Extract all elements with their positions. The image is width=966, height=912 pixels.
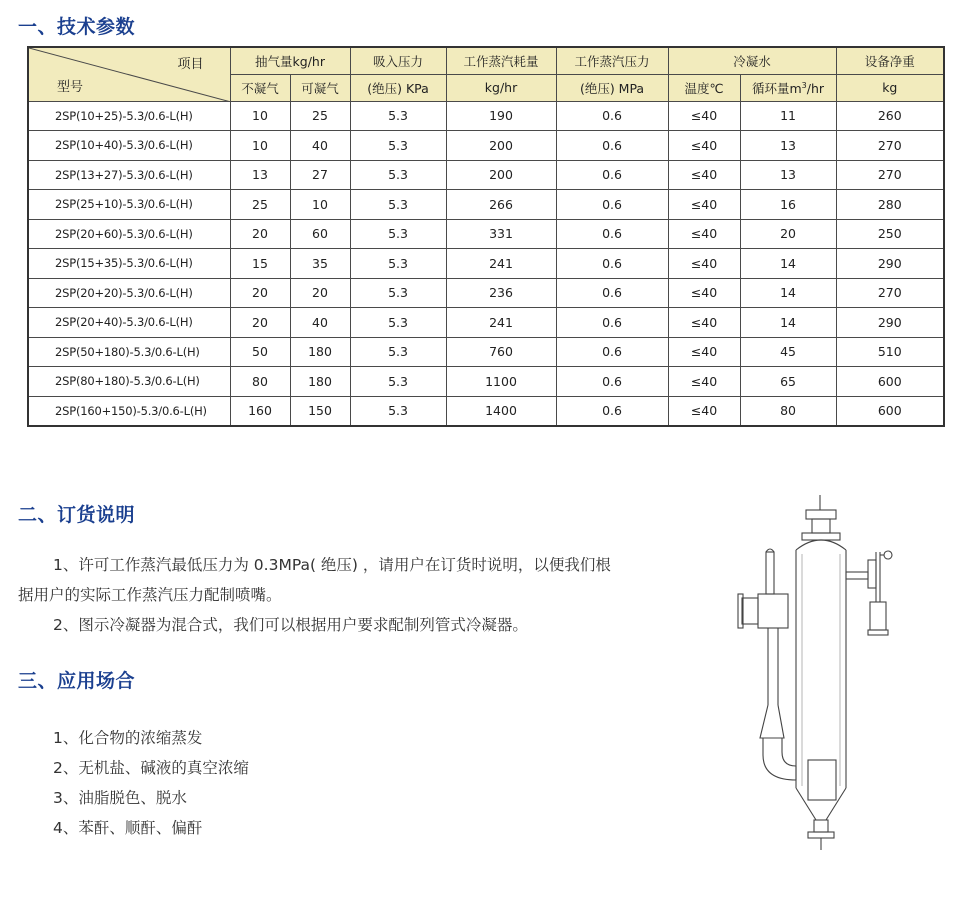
spec-table bbox=[27, 46, 945, 427]
header-cooling-flow-label: 循环量m bbox=[751, 80, 802, 96]
table-row bbox=[28, 131, 944, 161]
right-flange bbox=[868, 560, 876, 588]
header-steam-pressure-unit: (绝压) MPa bbox=[556, 74, 668, 101]
cooling-temp-cell: ≤40 bbox=[668, 249, 740, 279]
steam-pressure-cell: 0.6 bbox=[556, 308, 668, 338]
bottom-cone bbox=[796, 788, 846, 820]
condensable-cell: 25 bbox=[290, 101, 350, 131]
model-cell: 2SP(50+180)-5.3/0.6-L(H) bbox=[28, 337, 230, 367]
suction-pressure-cell: 5.3 bbox=[350, 160, 446, 190]
cooling-flow-cell: 14 bbox=[740, 249, 836, 279]
application-item: 1、化合物的浓缩蒸发 bbox=[53, 729, 203, 747]
ordering-line-1: 1、许可工作蒸汽最低压力为 0.3MPa( 绝压) ，请用户在订货时说明，以便我们根 bbox=[53, 556, 611, 574]
suction-pressure-cell: 5.3 bbox=[350, 367, 446, 397]
noncondensable-cell: 50 bbox=[230, 337, 290, 367]
noncondensable-cell: 10 bbox=[230, 101, 290, 131]
model-cell: 2SP(10+25)-5.3/0.6-L(H) bbox=[28, 101, 230, 131]
condensable-cell: 60 bbox=[290, 219, 350, 249]
steam-use-cell: 200 bbox=[446, 160, 556, 190]
section-title-ordering: 二、订货说明 bbox=[18, 504, 136, 526]
steam-pressure-cell: 0.6 bbox=[556, 160, 668, 190]
cooling-temp-cell: ≤40 bbox=[668, 219, 740, 249]
steam-pressure-cell: 0.6 bbox=[556, 101, 668, 131]
bottom-flange bbox=[808, 832, 834, 838]
suction-pressure-cell: 5.3 bbox=[350, 101, 446, 131]
noncondensable-cell: 15 bbox=[230, 249, 290, 279]
ordering-line-2: 据用户的实际工作蒸汽压力配制喷嘴。 bbox=[18, 586, 282, 604]
steam-use-cell: 1100 bbox=[446, 367, 556, 397]
cooling-temp-cell: ≤40 bbox=[668, 131, 740, 161]
header-condensable: 可凝气 bbox=[290, 74, 350, 101]
cooling-temp-cell: ≤40 bbox=[668, 160, 740, 190]
noncondensable-cell: 20 bbox=[230, 219, 290, 249]
model-cell: 2SP(15+35)-5.3/0.6-L(H) bbox=[28, 249, 230, 279]
top-neck bbox=[812, 519, 830, 533]
steam-pressure-cell: 0.6 bbox=[556, 249, 668, 279]
header-steam-use: 工作蒸汽耗量 bbox=[446, 47, 556, 74]
left-upper-pipe bbox=[766, 552, 774, 594]
table-row bbox=[28, 396, 944, 426]
cooling-flow-cell: 13 bbox=[740, 131, 836, 161]
header-steam-pressure: 工作蒸汽压力 bbox=[556, 47, 668, 74]
left-chamber bbox=[758, 594, 788, 628]
suction-pressure-cell: 5.3 bbox=[350, 131, 446, 161]
noncondensable-cell: 10 bbox=[230, 131, 290, 161]
header-pressure-in-unit: (绝压) KPa bbox=[350, 74, 446, 101]
steam-use-cell: 760 bbox=[446, 337, 556, 367]
condensable-cell: 27 bbox=[290, 160, 350, 190]
steam-use-cell: 200 bbox=[446, 131, 556, 161]
header-weight: 设备净重 bbox=[836, 47, 944, 74]
suction-pressure-cell: 5.3 bbox=[350, 190, 446, 220]
header-cooling-temp: 温度℃ bbox=[668, 74, 740, 101]
cooling-temp-cell: ≤40 bbox=[668, 337, 740, 367]
steam-pressure-cell: 0.6 bbox=[556, 396, 668, 426]
suction-pressure-cell: 5.3 bbox=[350, 337, 446, 367]
model-cell: 2SP(13+27)-5.3/0.6-L(H) bbox=[28, 160, 230, 190]
noncondensable-cell: 80 bbox=[230, 367, 290, 397]
noncondensable-cell: 25 bbox=[230, 190, 290, 220]
steam-use-cell: 241 bbox=[446, 308, 556, 338]
condensable-cell: 40 bbox=[290, 308, 350, 338]
table-row bbox=[28, 160, 944, 190]
cooling-flow-cell: 14 bbox=[740, 278, 836, 308]
noncondensable-cell: 13 bbox=[230, 160, 290, 190]
condensable-cell: 40 bbox=[290, 131, 350, 161]
table-row bbox=[28, 367, 944, 397]
section-title-specs: 一、技术参数 bbox=[18, 16, 136, 38]
left-inlet bbox=[742, 598, 758, 624]
bottom-neck bbox=[814, 820, 828, 832]
cooling-flow-cell: 11 bbox=[740, 101, 836, 131]
cooling-temp-cell: ≤40 bbox=[668, 367, 740, 397]
suction-pressure-cell: 5.3 bbox=[350, 219, 446, 249]
condenser-illustration bbox=[730, 490, 900, 855]
cooling-temp-cell: ≤40 bbox=[668, 190, 740, 220]
steam-use-cell: 241 bbox=[446, 249, 556, 279]
model-cell: 2SP(10+40)-5.3/0.6-L(H) bbox=[28, 131, 230, 161]
weight-cell: 270 bbox=[836, 131, 944, 161]
cooling-flow-cell: 20 bbox=[740, 219, 836, 249]
steam-use-cell: 1400 bbox=[446, 396, 556, 426]
right-lower-body bbox=[870, 602, 886, 630]
condensable-cell: 180 bbox=[290, 367, 350, 397]
steam-pressure-cell: 0.6 bbox=[556, 278, 668, 308]
spec-table-body bbox=[28, 101, 944, 426]
header-cooling-flow-sup: 3 bbox=[801, 80, 807, 90]
steam-use-cell: 331 bbox=[446, 219, 556, 249]
header-suction: 抽气量kg/hr bbox=[230, 47, 350, 74]
header-cooling-flow-tail: /hr bbox=[806, 80, 825, 96]
header-cooling-flow bbox=[740, 74, 836, 101]
steam-pressure-cell: 0.6 bbox=[556, 131, 668, 161]
weight-cell: 260 bbox=[836, 101, 944, 131]
left-elbow-inner bbox=[782, 738, 796, 766]
application-item: 2、无机盐、碱液的真空浓缩 bbox=[53, 759, 249, 777]
table-row bbox=[28, 278, 944, 308]
left-diffuser-cone bbox=[760, 705, 784, 738]
weight-cell: 270 bbox=[836, 278, 944, 308]
noncondensable-cell: 160 bbox=[230, 396, 290, 426]
suction-pressure-cell: 5.3 bbox=[350, 278, 446, 308]
table-row bbox=[28, 249, 944, 279]
top-dome bbox=[796, 540, 846, 550]
model-cell: 2SP(20+40)-5.3/0.6-L(H) bbox=[28, 308, 230, 338]
suction-pressure-cell: 5.3 bbox=[350, 249, 446, 279]
suction-pressure-cell: 5.3 bbox=[350, 396, 446, 426]
model-cell: 2SP(80+180)-5.3/0.6-L(H) bbox=[28, 367, 230, 397]
steam-pressure-cell: 0.6 bbox=[556, 337, 668, 367]
header-noncondensable: 不凝气 bbox=[230, 74, 290, 101]
table-row bbox=[28, 308, 944, 338]
weight-cell: 280 bbox=[836, 190, 944, 220]
right-nozzle bbox=[846, 572, 868, 579]
cooling-flow-cell: 13 bbox=[740, 160, 836, 190]
section-title-applications: 三、应用场合 bbox=[18, 670, 136, 692]
weight-cell: 600 bbox=[836, 367, 944, 397]
right-valve-wheel bbox=[884, 551, 892, 559]
bottom-inner-box bbox=[808, 760, 836, 800]
cooling-flow-cell: 65 bbox=[740, 367, 836, 397]
cooling-flow-cell: 14 bbox=[740, 308, 836, 338]
cooling-temp-cell: ≤40 bbox=[668, 396, 740, 426]
weight-cell: 290 bbox=[836, 249, 944, 279]
suction-pressure-cell: 5.3 bbox=[350, 308, 446, 338]
table-row bbox=[28, 337, 944, 367]
model-cell: 2SP(20+60)-5.3/0.6-L(H) bbox=[28, 219, 230, 249]
weight-cell: 510 bbox=[836, 337, 944, 367]
cooling-flow-cell: 45 bbox=[740, 337, 836, 367]
top-flange-2 bbox=[802, 533, 840, 540]
steam-pressure-cell: 0.6 bbox=[556, 367, 668, 397]
steam-use-cell: 236 bbox=[446, 278, 556, 308]
application-item: 4、苯酐、顺酐、偏酐 bbox=[53, 819, 203, 837]
weight-cell: 600 bbox=[836, 396, 944, 426]
table-row bbox=[28, 101, 944, 131]
condensable-cell: 20 bbox=[290, 278, 350, 308]
cooling-flow-cell: 16 bbox=[740, 190, 836, 220]
model-cell: 2SP(160+150)-5.3/0.6-L(H) bbox=[28, 396, 230, 426]
top-flange bbox=[806, 510, 836, 519]
table-row bbox=[28, 219, 944, 249]
condensable-cell: 150 bbox=[290, 396, 350, 426]
weight-cell: 290 bbox=[836, 308, 944, 338]
header-pressure-in: 吸入压力 bbox=[350, 47, 446, 74]
cooling-flow-cell: 80 bbox=[740, 396, 836, 426]
weight-cell: 270 bbox=[836, 160, 944, 190]
cooling-temp-cell: ≤40 bbox=[668, 278, 740, 308]
right-lower-flange bbox=[868, 630, 888, 635]
noncondensable-cell: 20 bbox=[230, 308, 290, 338]
cooling-temp-cell: ≤40 bbox=[668, 101, 740, 131]
condensable-cell: 180 bbox=[290, 337, 350, 367]
left-elbow-outer bbox=[763, 738, 796, 780]
noncondensable-cell: 20 bbox=[230, 278, 290, 308]
header-cooling: 冷凝水 bbox=[668, 47, 836, 74]
header-weight-unit: kg bbox=[836, 74, 944, 101]
steam-use-cell: 190 bbox=[446, 101, 556, 131]
model-cell: 2SP(25+10)-5.3/0.6-L(H) bbox=[28, 190, 230, 220]
steam-pressure-cell: 0.6 bbox=[556, 190, 668, 220]
steam-use-cell: 266 bbox=[446, 190, 556, 220]
model-cell: 2SP(20+20)-5.3/0.6-L(H) bbox=[28, 278, 230, 308]
weight-cell: 250 bbox=[836, 219, 944, 249]
condensable-cell: 10 bbox=[290, 190, 350, 220]
application-item: 3、油脂脱色、脱水 bbox=[53, 789, 187, 807]
corner-header-item: 项目 bbox=[177, 57, 204, 72]
condensable-cell: 35 bbox=[290, 249, 350, 279]
corner-header-model: 型号 bbox=[57, 79, 84, 95]
cooling-temp-cell: ≤40 bbox=[668, 308, 740, 338]
table-row bbox=[28, 190, 944, 220]
header-steam-use-unit: kg/hr bbox=[446, 74, 556, 101]
ordering-line-3: 2、图示冷凝器为混合式，我们可以根据用户要求配制列管式冷凝器。 bbox=[53, 616, 528, 634]
steam-pressure-cell: 0.6 bbox=[556, 219, 668, 249]
corner-header bbox=[28, 47, 230, 101]
